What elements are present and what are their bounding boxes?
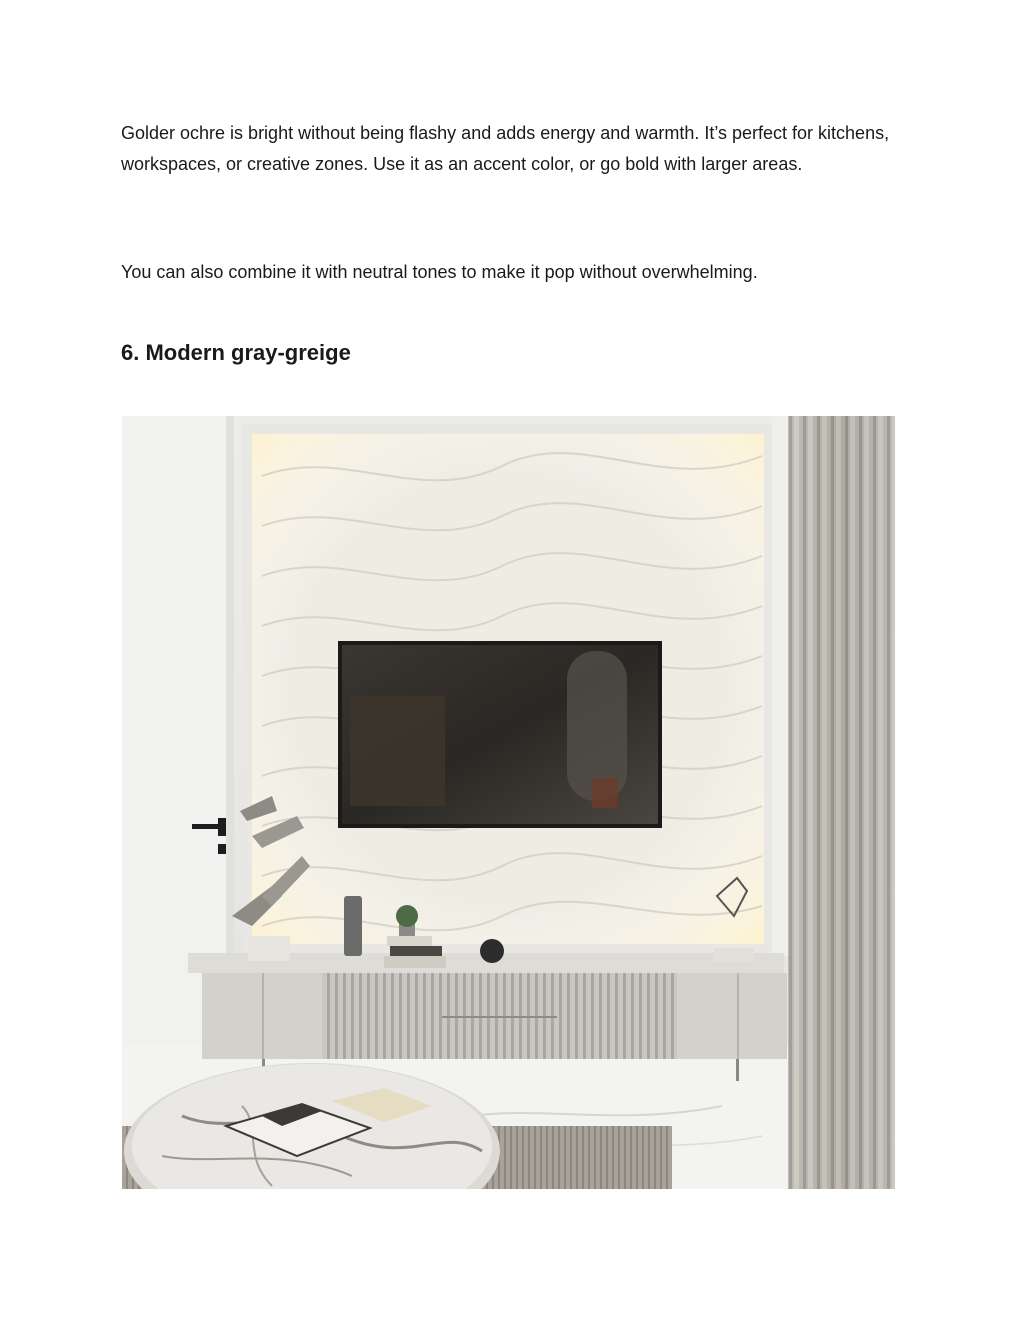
section-heading: 6. Modern gray-greige xyxy=(121,340,351,365)
body-paragraph: Golder ochre is bright without being flashy and adds energy and warmth. It’s perfect for kitchens, workspaces, or creative zones. Use it as an accent color, or go bold with larger areas. xyxy=(121,123,890,174)
living-room-photo xyxy=(122,416,895,1189)
body-paragraph: You can also combine it with neutral tones to make it pop without overwhelming. xyxy=(121,262,758,282)
